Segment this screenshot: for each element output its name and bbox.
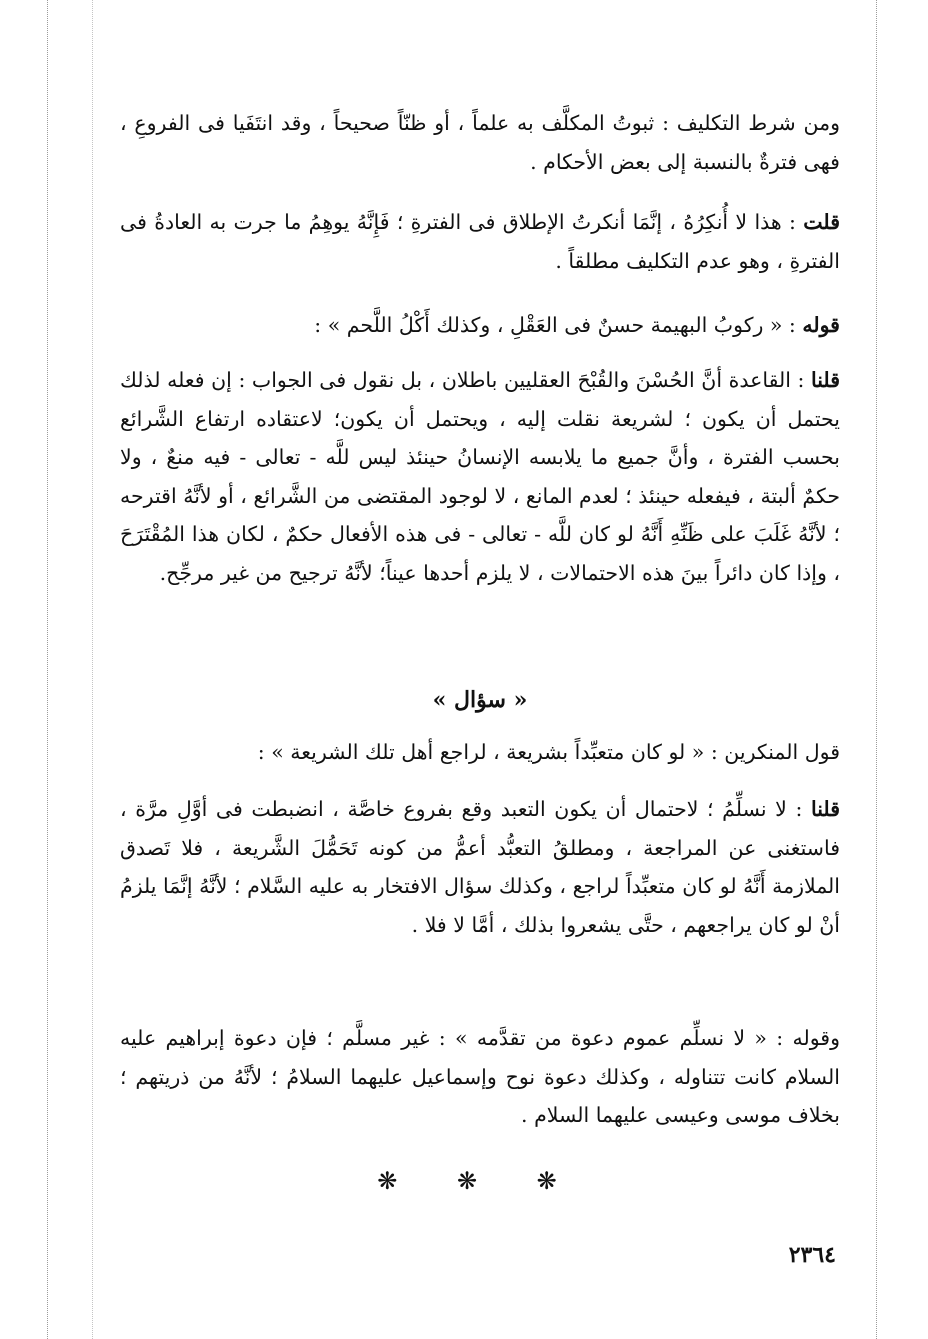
paragraph-1 (120, 104, 840, 181)
scan-edge-line-right (876, 0, 877, 1339)
paragraph-2-text: : هذا لا أُنكِرُهُ ، إنَّمَا أنكرتُ الإطلاق فى الفترةِ ؛ فَإِنَّهُ يوهِمُ ما جرت به العادةُ فى الفترةِ ، وهو عدم التكليف مطلقاً . (120, 210, 840, 273)
paragraph-2-lead: قلت (803, 210, 840, 234)
asterism-ornament: ❋ ❋ ❋ (377, 1167, 583, 1195)
paragraph-4-lead: قلنا (810, 368, 840, 392)
paragraph-4 (120, 361, 840, 592)
paragraph-block-3 (120, 306, 840, 345)
paragraph-3-text: : « ركوبُ البهيمة حسنٌ فى العَقْلِ ، وكذلك أَكْلُ اللَّحم » : (314, 313, 803, 337)
paragraph-5 (120, 733, 840, 772)
paragraph-block-7 (120, 1019, 840, 1135)
paragraph-block-6 (120, 790, 840, 944)
paragraph-5-text: قول المنكرين : « لو كان متعبِّداً بشريعة ، لراجع أهل تلك الشريعة » : (257, 740, 840, 764)
paragraph-block-5 (120, 733, 840, 772)
paragraph-6 (120, 790, 840, 944)
paragraph-3 (120, 306, 840, 345)
paragraph-block-4 (120, 361, 840, 592)
page-number: ٢٣٦٤ (788, 1242, 836, 1268)
paragraph-7 (120, 1019, 840, 1135)
paragraph-7-text: وقوله : « لا نسلِّم عموم دعوة من تقدَّمه » : غير مسلَّم ؛ فإن دعوة إبراهيم عليه السلام كانت تتناوله ، وكذلك دعوة نوح وإسماعيل عليهما السلامُ ؛ لأنَّهُ من ذريتهم ؛ بخلاف موسى وعيسى عليهما السلام . (120, 1026, 840, 1127)
paragraph-2 (120, 203, 840, 280)
paragraph-4-text: : القاعدة أنَّ الحُسْنَ والقُبْحَ العقليين باطلان ، بل نقول فى الجواب : إن فعله لذلك يحتمل أن يكون ؛ لشريعة نقلت إليه ، ويحتمل أن يكون؛ لاعتقاده ارتفاع الشَّرائع بحسب الفترة ، وأنَّ جميع ما يلابسه الإنسانُ حينئذ ليس للَّه - تعالى - فيه منعٌ ، ولا حكمٌ ألبتة ، فيفعله حينئذ ؛ لعدم المانع ، لا لوجود المقتضى من الشَّرائع ، أو لأنَّهُ اقترحه ؛ لأنَّهُ غَلَبَ على ظَنِّهِ أَنَّهُ لو كان للَّه - تعالى - فى هذه الأفعال حكمٌ ، لكان هذا المُقْتَرَحَ ، وإذا كان دائراً بينَ هذه الاحتمالات ، لا يلزم أحدها عيناً؛ لأنَّهُ ترجيح من غير مرجِّح. (120, 368, 840, 585)
paragraph-block-1 (120, 104, 840, 181)
paragraph-1-text: ومن شرط التكليف : ثبوتُ المكلَّف به علماً ، أو ظنّاً صحيحاً ، وقد انتَفَيا فى الفروعِ ، فهى فترةٌ بالنسبة إلى بعض الأحكام . (120, 111, 840, 174)
section-heading: « سؤال » (432, 687, 528, 713)
paragraph-3-lead: قوله (802, 313, 840, 337)
scan-edge-line-left-inner (92, 0, 93, 1339)
paragraph-block-2 (120, 203, 840, 280)
paragraph-6-lead: قلنا (810, 797, 840, 821)
paragraph-6-text: : لا نسلِّمُ ؛ لاحتمال أن يكون التعبد وقع بفروع خاصَّة ، انضبطت فى أوَّلِ مرَّة ، فاستغنى عن المراجعة ، ومطلقُ التعبُّد أعمُّ من كونه تَحَمُّلَ الشَّريعة ، فلا تَصدق الملازمة أَنَّهُ لو كان متعبِّداً لراجع ، وكذلك سؤال الافتخار به عليه السَّلام ؛ لأنَّهُ إنَّمَا يلزمُ أنْ لو كان يراجعهم ، حتَّى يشعروا بذلك ، أمَّا لا فلا . (120, 797, 840, 937)
scan-edge-line-left (47, 0, 48, 1339)
